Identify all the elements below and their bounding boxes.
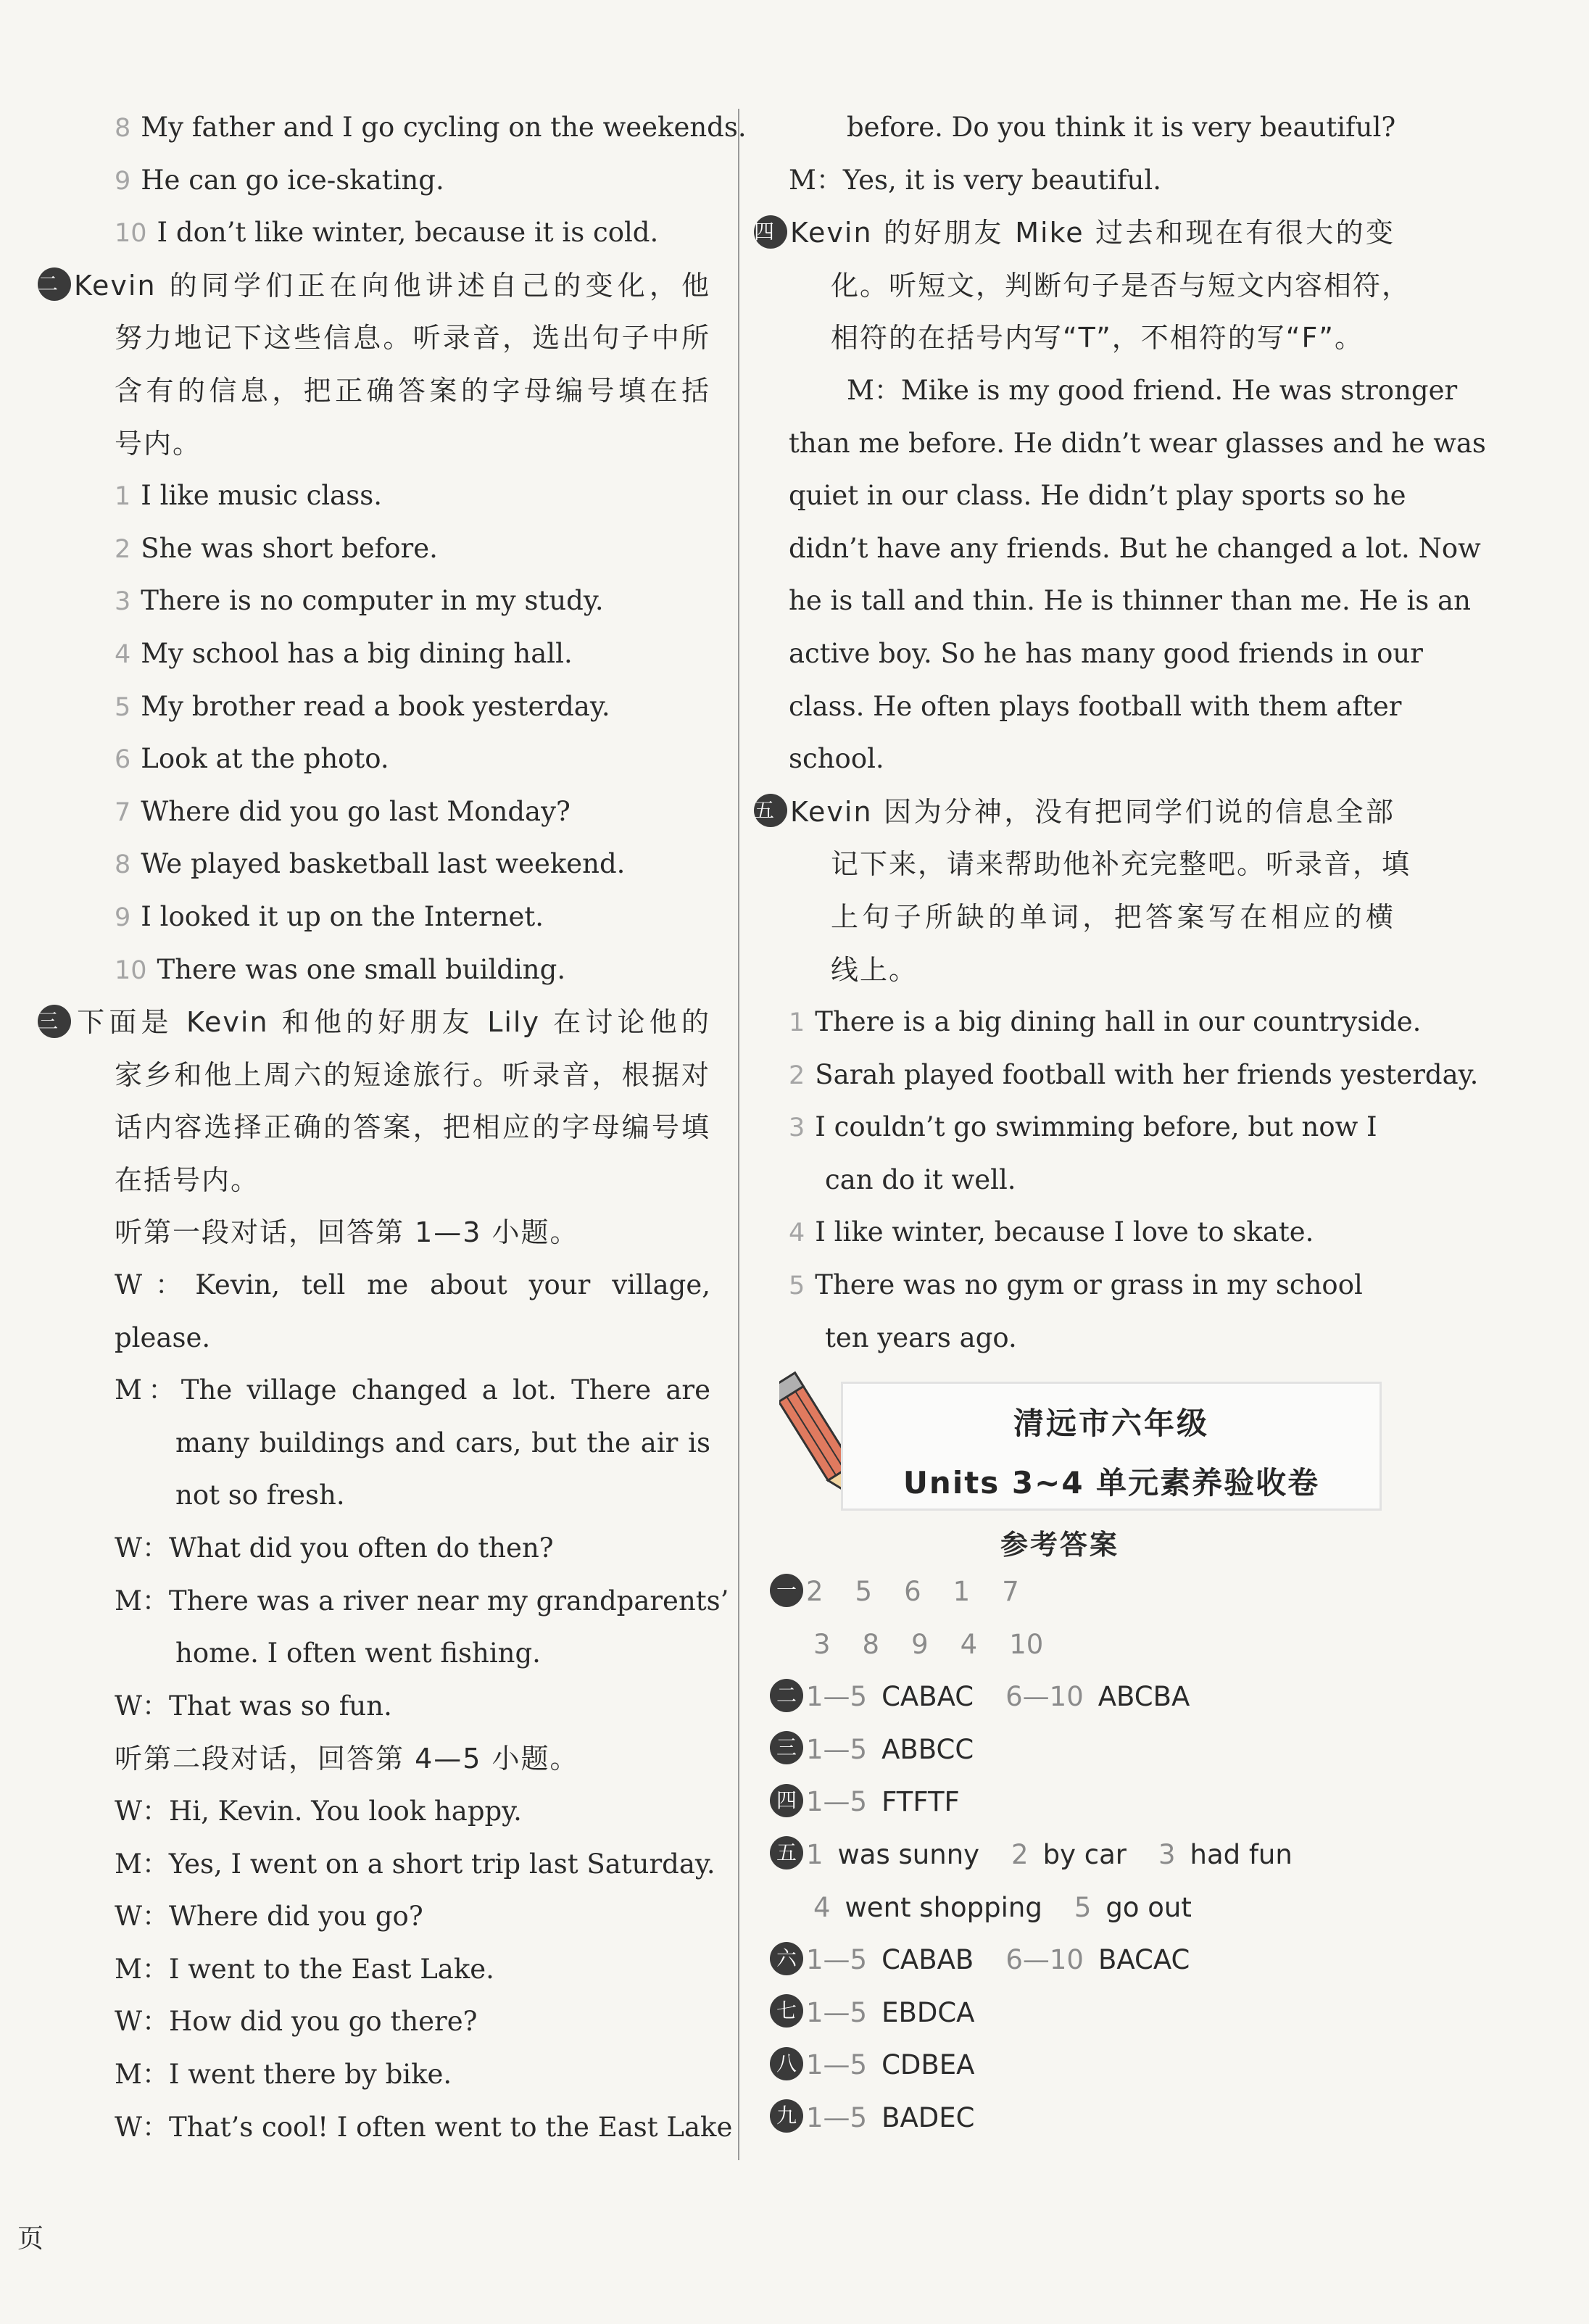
dialog-line: many buildings and cars, but the air is [175, 1427, 710, 1458]
answer-item-range: 1—5 [806, 2049, 868, 2081]
section-instruction [72, 365, 710, 418]
answer-value: was sunny [837, 1838, 980, 1870]
dialog-part-label: 听第二段对话，回答第 4—5 小题。 [115, 1743, 579, 1775]
item-number: 1 [789, 1008, 805, 1038]
section-instruction [754, 786, 1395, 839]
answer-value: EBDCA [881, 1996, 975, 2028]
item-text: ten years ago. [825, 1321, 1017, 1353]
answer-section-badge: 九 [770, 2099, 803, 2133]
answer-value: FTFTF [881, 1786, 960, 1818]
item-number: 1 [115, 482, 131, 512]
list-item [72, 733, 710, 786]
section-number-badge: 三 [38, 1005, 71, 1038]
answer-title: 参考答案 [1000, 1529, 1120, 1561]
item-number: 8 [115, 850, 131, 880]
answer-value: 6 [904, 1576, 921, 1607]
list-item [72, 891, 710, 944]
answer-value: 5 [855, 1576, 873, 1607]
instruction-text: 号内。 [115, 427, 202, 460]
section-instruction [72, 418, 710, 470]
item-text: My school has a big dining hall. [141, 637, 573, 669]
item-text: I looked it up on the Internet. [141, 900, 544, 932]
answer-section-badge: 七 [770, 1994, 803, 2028]
answer-item-range: 1—5 [806, 2101, 868, 2133]
passage-line: M：Mike is my good friend. He was stronger [847, 374, 1458, 406]
answer-value: 4 [960, 1628, 978, 1660]
banner-title-1: 清远市六年级 [1013, 1406, 1209, 1441]
answer-section-badge: 三 [770, 1731, 803, 1764]
answer-row [770, 2039, 1408, 2092]
answer-key [770, 1566, 1408, 2145]
item-text: There was one small building. [157, 953, 566, 985]
passage-line: didn’t have any friends. But he changed a lot. Now [789, 532, 1481, 564]
item-number: 8 [115, 114, 131, 143]
answer-value: ABBCC [881, 1733, 974, 1765]
section-instruction [72, 1101, 710, 1154]
answer-row [770, 1882, 1408, 1935]
answer-row [770, 1987, 1408, 2040]
dialog-line: M：I went to the East Lake. [115, 1953, 494, 1985]
item-text: Where did you go last Monday? [141, 795, 571, 827]
item-text: There is no computer in my study. [141, 585, 604, 617]
list-item [72, 838, 710, 891]
item-number: 7 [115, 797, 131, 827]
left-column [38, 101, 747, 2154]
passage-line: class. He often plays football with them after [789, 690, 1402, 722]
passage-line: he is tall and thin. He is thinner than me. He is an [789, 585, 1471, 617]
dialog-part-label: 听第一段对话，回答第 1—3 小题。 [115, 1216, 579, 1249]
dialog-line: please. [115, 1321, 211, 1353]
list-item [72, 154, 710, 207]
answer-row [770, 1619, 1408, 1672]
item-number: 9 [115, 902, 131, 932]
column-divider [738, 109, 739, 2160]
answer-value: had fun [1190, 1838, 1293, 1870]
list-item [789, 1312, 1395, 1365]
item-text: We played basketball last weekend. [141, 848, 626, 880]
answer-item-range: 1—5 [806, 1733, 868, 1765]
dialog-line: W：Kevin, tell me about your village, [115, 1269, 710, 1301]
list-item [72, 681, 710, 734]
item-number: 3 [789, 1113, 805, 1143]
answer-item-range: 5 [1074, 1891, 1092, 1923]
dialog-line: W：Hi, Kevin. You look happy. [115, 1796, 522, 1827]
answer-section-badge: 八 [770, 2047, 803, 2080]
answer-row [770, 1724, 1408, 1777]
section-instruction [72, 312, 710, 365]
item-number: 4 [115, 639, 131, 669]
item-number: 9 [115, 166, 131, 196]
section-instruction [789, 312, 1395, 365]
instruction-text: Kevin 因为分神，没有把同学们说的信息全部 [790, 795, 1395, 828]
list-item [72, 786, 710, 839]
dialog-line: before. Do you think it is very beautiful? [847, 112, 1396, 143]
dialog-line: M：I went there by bike. [115, 2058, 452, 2090]
dialog-line: not so fresh. [175, 1480, 345, 1511]
dialog-line: W：That’s cool! I often went to the East Lake [115, 2111, 733, 2143]
list-item [72, 101, 747, 154]
answer-row [770, 1776, 1408, 1829]
passage-line: than me before. He didn’t wear glasses and he was [789, 427, 1486, 459]
item-number: 5 [789, 1271, 805, 1301]
section-number-badge: 二 [38, 267, 71, 301]
exam-banner [841, 1382, 1382, 1511]
answer-row [770, 1566, 1408, 1619]
answer-value: ABCBA [1098, 1681, 1190, 1713]
item-number: 5 [115, 692, 131, 722]
answer-item-range: 1 [806, 1838, 823, 1870]
instruction-text: 上句子所缺的单词，把答案写在相应的横 [831, 900, 1395, 933]
answer-item-range: 1—5 [806, 1681, 868, 1713]
list-item [789, 1101, 1395, 1154]
answer-row [770, 2092, 1408, 2145]
section-instruction [754, 207, 1395, 260]
dialog-line: M：There was a river near my grandparents’ [115, 1585, 729, 1617]
passage-line: school. [789, 743, 884, 775]
item-number: 2 [789, 1061, 805, 1090]
section-instruction [72, 1049, 710, 1102]
section-instruction [789, 838, 1411, 891]
list-item [72, 470, 710, 523]
item-text: I couldn’t go swimming before, but now I [815, 1111, 1377, 1143]
list-item [72, 575, 710, 628]
instruction-text: 下面是 Kevin 和他的好朋友 Lily 在讨论他的 [74, 1006, 710, 1039]
answer-value: go out [1105, 1891, 1192, 1923]
list-item [72, 207, 710, 260]
answer-value: 7 [1002, 1576, 1019, 1607]
list-item [789, 1154, 1395, 1207]
instruction-text: Kevin 的同学们正在向他讲述自己的变化，他 [74, 269, 710, 302]
answer-value: 2 [806, 1576, 823, 1607]
item-text: can do it well. [825, 1163, 1016, 1195]
list-item [789, 996, 1422, 1049]
item-number: 2 [115, 534, 131, 564]
answer-section-badge: 二 [770, 1679, 803, 1712]
passage-line: quiet in our class. He didn’t play sports so he [789, 480, 1406, 512]
instruction-text: 努力地记下这些信息。听录音，选出句子中所 [115, 322, 710, 354]
item-number: 6 [115, 745, 131, 775]
answer-value: went shopping [845, 1891, 1042, 1923]
item-text: There was no gym or grass in my school [815, 1269, 1363, 1301]
answer-item-range: 6—10 [1005, 1681, 1084, 1713]
dialog-line: W：How did you go there? [115, 2006, 478, 2038]
list-item [789, 1259, 1395, 1312]
item-number: 10 [115, 219, 147, 249]
item-text: My brother read a book yesterday. [141, 690, 610, 722]
instruction-text: 化。听短文，判断句子是否与短文内容相符， [831, 269, 1411, 302]
section-instruction [789, 260, 1411, 312]
answer-value: CDBEA [881, 2049, 975, 2081]
dialog-line: W：Where did you go? [115, 1901, 423, 1933]
list-item [72, 944, 710, 997]
answer-item-range: 3 [1158, 1838, 1176, 1870]
dialog-line: M：Yes, I went on a short trip last Saturday. [115, 1848, 715, 1880]
section-number-badge: 五 [754, 794, 787, 827]
list-item [72, 523, 710, 576]
dialog-line: W：That was so fun. [115, 1690, 392, 1722]
instruction-text: 话内容选择正确的答案，把相应的字母编号填 [115, 1111, 710, 1144]
dialog-line: M：The village changed a lot. There are [115, 1374, 710, 1406]
section-instruction [789, 891, 1395, 944]
answer-value: 9 [911, 1628, 929, 1660]
answer-value: 1 [953, 1576, 971, 1607]
dialog-line: M：Yes, it is very beautiful. [789, 164, 1161, 196]
answer-item-range: 1—5 [806, 1944, 868, 1976]
dialog-line: home. I often went fishing. [175, 1638, 541, 1669]
answer-row [770, 1829, 1408, 1882]
answer-value: CABAC [881, 1681, 974, 1713]
item-text: My father and I go cycling on the weekends. [141, 112, 747, 143]
section-instruction [38, 260, 710, 312]
item-text: There is a big dining hall in our countryside. [815, 1006, 1422, 1038]
instruction-text: 在括号内。 [115, 1163, 260, 1196]
answer-section-badge: 四 [770, 1784, 803, 1817]
answer-item-range: 4 [813, 1891, 831, 1923]
item-text: I don’t like winter, because it is cold. [157, 217, 659, 249]
dialog-line: W：What did you often do then? [115, 1532, 554, 1564]
answer-value: BACAC [1098, 1944, 1190, 1976]
item-text: I like winter, because I love to skate. [815, 1216, 1314, 1248]
instruction-text: 家乡和他上周六的短途旅行。听录音，根据对 [115, 1058, 710, 1091]
item-text: Sarah played football with her friends yesterday. [815, 1058, 1479, 1090]
item-text: She was short before. [141, 532, 438, 564]
section-number-badge: 四 [754, 215, 787, 249]
section-instruction [789, 944, 1395, 997]
instruction-text: 线上。 [831, 953, 918, 986]
section-instruction [38, 996, 710, 1049]
answer-section-badge: 六 [770, 1942, 803, 1975]
answer-value: 3 [813, 1628, 831, 1660]
answer-value: BADEC [881, 2101, 975, 2133]
answer-value: by car [1042, 1838, 1127, 1870]
right-column [754, 101, 1486, 1364]
item-number: 4 [789, 1219, 805, 1248]
instruction-text: 记下来，请来帮助他补充完整吧。听录音，填 [831, 848, 1411, 881]
banner-title-2: Units 3~4 单元素养验收卷 [903, 1465, 1320, 1501]
instruction-text: 含有的信息，把正确答案的字母编号填在括 [115, 374, 710, 407]
answer-item-range: 1—5 [806, 1786, 868, 1818]
section-instruction [72, 1154, 710, 1207]
passage-line: active boy. So he has many good friends in our [789, 637, 1423, 669]
answer-value: CABAB [881, 1944, 974, 1976]
item-number: 3 [115, 587, 131, 617]
list-item [789, 1049, 1479, 1102]
page-footer: 页 [17, 2224, 44, 2254]
list-item [72, 628, 710, 681]
list-item [789, 1206, 1395, 1259]
item-text: I like music class. [141, 480, 382, 512]
instruction-text: Kevin 的好朋友 Mike 过去和现在有很大的变 [790, 217, 1395, 249]
answer-value: 8 [862, 1628, 880, 1660]
answer-item-range: 6—10 [1005, 1944, 1084, 1976]
answer-row [770, 1934, 1408, 1987]
item-text: He can go ice-skating. [141, 164, 444, 196]
item-number: 10 [115, 955, 147, 985]
answer-value: 10 [1009, 1628, 1044, 1660]
answer-section-badge: 一 [770, 1574, 803, 1607]
answer-item-range: 1—5 [806, 1996, 868, 2028]
answer-section-badge: 五 [770, 1836, 803, 1869]
answer-item-range: 2 [1011, 1838, 1029, 1870]
instruction-text: 相符的在括号内写“T”，不相符的写“F”。 [831, 322, 1364, 354]
answer-row [770, 1671, 1408, 1724]
item-text: Look at the photo. [141, 743, 389, 775]
